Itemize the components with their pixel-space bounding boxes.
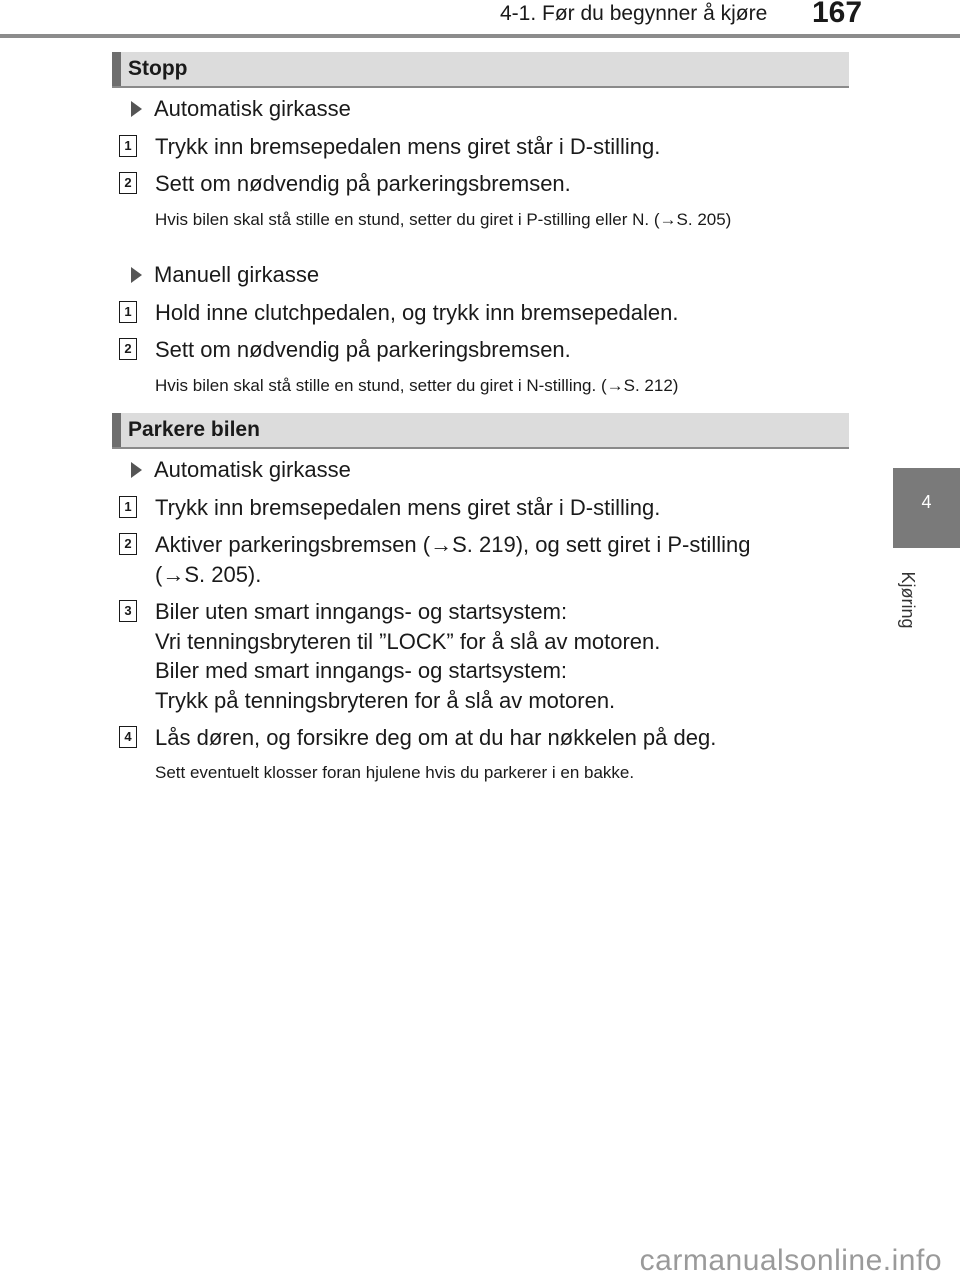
step-text: Trykk inn bremsepedalen mens giret står i D-stilling.: [155, 495, 661, 520]
step-note: Hvis bilen skal stå stille en stund, setter du giret i N-stilling. (→S. 212): [155, 376, 679, 395]
step-text: Sett om nødvendig på parkeringsbremsen.: [155, 171, 571, 196]
step-number: 2: [119, 338, 137, 360]
step-text-line: Biler med smart inngangs- og startsystem:: [155, 658, 568, 683]
triangle-bullet-icon: [131, 462, 142, 478]
step-number: 3: [119, 600, 137, 622]
section-title: Stopp: [128, 57, 188, 80]
section-header-stopp: [112, 52, 849, 88]
step-text-line: Trykk på tenningsbryteren for å slå av motoren.: [155, 687, 616, 713]
step-number: 1: [119, 301, 137, 323]
chapter-title: 4-1. Før du begynner å kjøre: [500, 2, 768, 25]
step-text: Trykk inn bremsepedalen mens giret står i D-stilling.: [155, 134, 661, 159]
chapter-tab-label: Kjøring: [898, 571, 918, 629]
subhead-automatic-stop: [131, 96, 351, 122]
step-text: [155, 597, 845, 715]
step-note: Hvis bilen skal stå stille en stund, setter du giret i P-stilling eller N. (→S. 205): [155, 210, 732, 229]
watermark: carmanualsonline.info: [639, 1244, 942, 1277]
step-number: 1: [119, 135, 137, 157]
step-text-line: (→S. 205).: [155, 561, 262, 587]
step-number: 4: [119, 726, 137, 748]
step-note: Sett eventuelt klosser foran hjulene hvis du parkerer i en bakke.: [155, 763, 635, 782]
chapter-tab: [893, 468, 960, 548]
step-text: [155, 530, 845, 589]
subhead-label: Automatisk girkasse: [154, 457, 351, 482]
subhead-automatic-park: [131, 457, 351, 483]
subhead-label: Automatisk girkasse: [154, 96, 351, 121]
step-text-line: Biler uten smart inngangs- og startsystem:: [155, 599, 568, 624]
step-text: Sett om nødvendig på parkeringsbremsen.: [155, 337, 571, 362]
step-text-line: Aktiver parkeringsbremsen (→S. 219), og sett giret i P-stilling: [155, 532, 751, 557]
step-number: 1: [119, 496, 137, 518]
section-header-bar: [112, 413, 121, 447]
chapter-tab-number: 4: [921, 492, 932, 512]
section-header-parkere: [112, 413, 849, 449]
step-text: Hold inne clutchpedalen, og trykk inn bremsepedalen.: [155, 300, 679, 325]
step-text-line: Vri tenningsbryteren til ”LOCK” for å slå av motoren.: [155, 628, 661, 654]
step-number: 2: [119, 172, 137, 194]
section-title: Parkere bilen: [128, 418, 260, 441]
page-number: 167: [812, 0, 863, 29]
step-number: 2: [119, 533, 137, 555]
header-rule: [0, 34, 960, 38]
subhead-label: Manuell girkasse: [154, 262, 320, 287]
triangle-bullet-icon: [131, 101, 142, 117]
triangle-bullet-icon: [131, 267, 142, 283]
step-text: Lås døren, og forsikre deg om at du har nøkkelen på deg.: [155, 725, 717, 750]
section-header-bar: [112, 52, 121, 86]
subhead-manual-stop: [131, 262, 319, 288]
